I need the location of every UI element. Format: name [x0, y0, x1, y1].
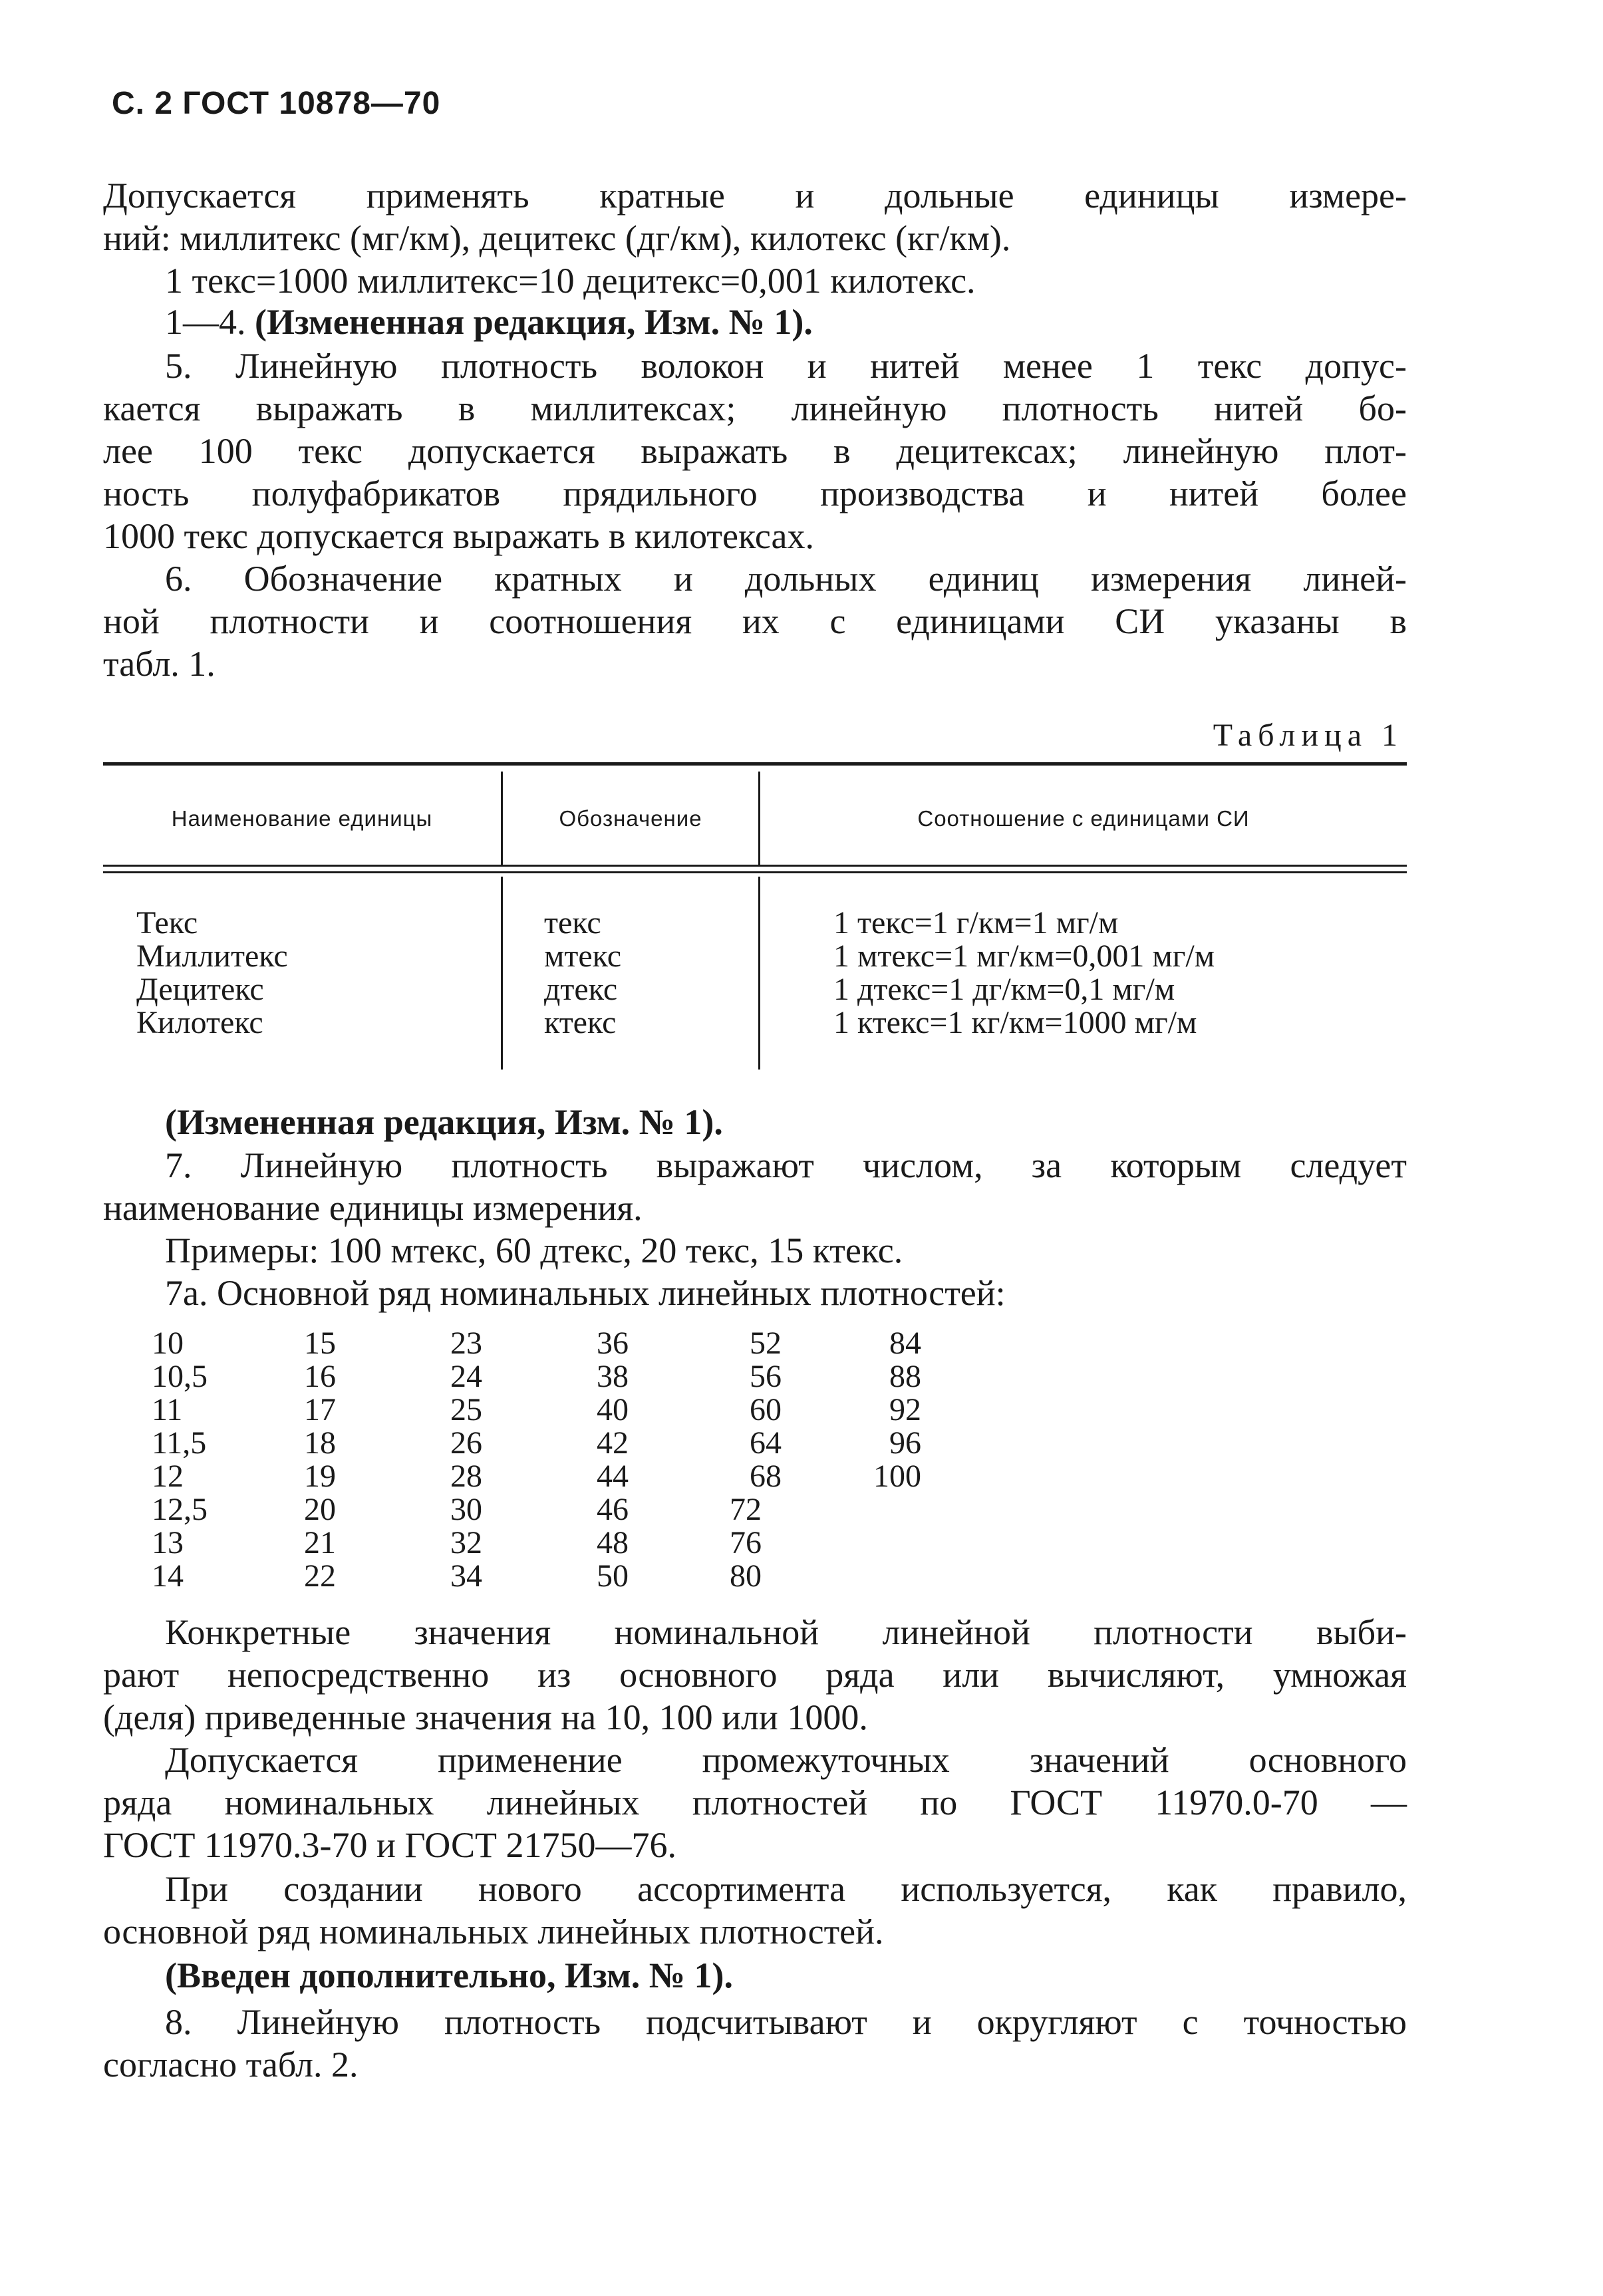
- table-cell-relation: 1 дтекс=1 дг/км=0,1 мг/м: [833, 972, 1175, 1007]
- table-caption: Таблица 1: [1213, 718, 1403, 753]
- series-value: 24: [450, 1359, 482, 1394]
- table-col-divider-2-body: [758, 877, 760, 1070]
- para8-line-2: согласно табл. 2.: [103, 2045, 359, 2084]
- series-value: 60: [750, 1392, 782, 1427]
- series-value: 13: [152, 1525, 184, 1560]
- page-header: С. 2 ГОСТ 10878—70: [112, 86, 441, 121]
- series-value: 12: [152, 1459, 184, 1494]
- series-value: 84: [889, 1326, 921, 1361]
- table-cell-relation: 1 ктекс=1 кг/км=1000 мг/м: [833, 1005, 1197, 1040]
- series-value: 92: [889, 1392, 921, 1427]
- para-concrete-line-3: (деля) приведенные значения на 10, 100 или 1000.: [103, 1697, 868, 1737]
- series-value: 36: [597, 1326, 629, 1361]
- series-value: 22: [304, 1558, 336, 1594]
- para7-line-1: 7. Линейную плотность выражают числом, за которым следует: [165, 1145, 1407, 1185]
- table-cell-symbol: мтекс: [544, 938, 622, 974]
- series-value: 52: [750, 1326, 782, 1361]
- para5-line-1: 5. Линейную плотность волокон и нитей менее 1 текс допус-: [165, 346, 1407, 386]
- para-concrete-line-2: рают непосредственно из основного ряда или вычисляют, умножая: [103, 1655, 1407, 1695]
- series-value: 76: [730, 1525, 762, 1560]
- series-value: 16: [304, 1359, 336, 1394]
- series-value: 44: [597, 1459, 629, 1494]
- series-value: 17: [304, 1392, 336, 1427]
- table-cell-name: Килотекс: [136, 1005, 263, 1040]
- change-note-7a: (Введен дополнительно, Изм. № 1).: [165, 1955, 733, 1995]
- change-note-prefix: 1—4.: [165, 302, 255, 342]
- para8-line-1: 8. Линейную плотность подсчитывают и округляют с точностью: [165, 2002, 1407, 2042]
- table-top-rule: [103, 762, 1407, 766]
- para5-line-2: кается выражать в миллитексах; линейную плотность нитей бо-: [103, 388, 1407, 428]
- series-value: 10: [152, 1326, 184, 1361]
- para-assortment-line-2: основной ряд номинальных линейных плотностей.: [103, 1912, 884, 1951]
- series-value: 28: [450, 1459, 482, 1494]
- para-assortment-line-1: При создании нового ассортимента используется, как правило,: [165, 1869, 1407, 1909]
- series-value: 80: [730, 1558, 762, 1594]
- table-cell-name: Децитекс: [136, 972, 264, 1007]
- series-value: 100: [873, 1459, 921, 1494]
- para-intermediate-line-3: ГОСТ 11970.3-70 и ГОСТ 21750—76.: [103, 1825, 676, 1865]
- series-value: 23: [450, 1326, 482, 1361]
- series-value: 96: [889, 1425, 921, 1461]
- table-header-rule-1: [103, 865, 1407, 867]
- series-value: 21: [304, 1525, 336, 1560]
- para-units-line-2: ний: миллитекс (мг/км), децитекс (дг/км), килотекс (кг/км).: [103, 218, 1011, 258]
- para6-line-1: 6. Обозначение кратных и дольных единиц измерения линей-: [165, 559, 1407, 599]
- para6-line-3: табл. 1.: [103, 644, 216, 684]
- para5-line-5: 1000 текс допускается выражать в килотексах.: [103, 516, 814, 556]
- series-value: 25: [450, 1392, 482, 1427]
- table-cell-name: Текс: [136, 905, 198, 940]
- para5-line-4: ность полуфабрикатов прядильного производства и нитей более: [103, 474, 1407, 513]
- para7a-title: 7а. Основной ряд номинальных линейных плотностей:: [165, 1273, 1006, 1313]
- series-value: 48: [597, 1525, 629, 1560]
- series-value: 50: [597, 1558, 629, 1594]
- change-note-table: (Измененная редакция, Изм. № 1).: [165, 1102, 723, 1142]
- table-header-rule-2: [103, 871, 1407, 873]
- table-cell-name: Миллитекс: [136, 938, 288, 974]
- para6-line-2: ной плотности и соотношения их с единицами СИ указаны в: [103, 601, 1407, 641]
- series-value: 56: [750, 1359, 782, 1394]
- para7-line-2: наименование единицы измерения.: [103, 1188, 643, 1228]
- series-value: 10,5: [152, 1359, 208, 1394]
- series-value: 68: [750, 1459, 782, 1494]
- change-note-1-4: [165, 301, 813, 343]
- table-header-name: Наименование единицы: [171, 806, 433, 831]
- para-intermediate-line-1: Допускается применение промежуточных значений основного: [165, 1740, 1407, 1780]
- change-note-bold: (Измененная редакция, Изм. № 1).: [255, 302, 813, 342]
- series-value: 40: [597, 1392, 629, 1427]
- para-intermediate-line-2: ряда номинальных линейных плотностей по ГОСТ 11970.0-70 —: [103, 1783, 1407, 1822]
- series-value: 88: [889, 1359, 921, 1394]
- table-header-relation: Соотношение с единицами СИ: [917, 806, 1250, 831]
- series-value: 34: [450, 1558, 482, 1594]
- series-value: 72: [730, 1492, 762, 1527]
- para5-line-3: лее 100 текс допускается выражать в децитексах; линейную плот-: [103, 431, 1407, 471]
- examples-line: Примеры: 100 мтекс, 60 дтекс, 20 текс, 15 ктекс.: [165, 1230, 903, 1270]
- series-value: 19: [304, 1459, 336, 1494]
- series-value: 11,5: [152, 1425, 207, 1461]
- table-cell-symbol: текс: [544, 905, 601, 940]
- table-cell-relation: 1 текс=1 г/км=1 мг/м: [833, 905, 1119, 940]
- series-value: 46: [597, 1492, 629, 1527]
- table-cell-symbol: дтекс: [544, 972, 618, 1007]
- series-value: 15: [304, 1326, 336, 1361]
- table-cell-symbol: ктекс: [544, 1005, 617, 1040]
- equation-line: 1 текс=1000 миллитекс=10 децитекс=0,001 килотекс.: [165, 261, 976, 301]
- para-concrete-line-1: Конкретные значения номинальной линейной плотности выби-: [165, 1612, 1407, 1652]
- table-col-divider-1-body: [501, 877, 503, 1070]
- table-cell-relation: 1 мтекс=1 мг/км=0,001 мг/м: [833, 938, 1215, 974]
- series-value: 42: [597, 1425, 629, 1461]
- table-header-symbol: Обозначение: [559, 806, 702, 831]
- series-value: 64: [750, 1425, 782, 1461]
- series-value: 32: [450, 1525, 482, 1560]
- series-value: 11: [152, 1392, 183, 1427]
- para-units-line-1: Допускается применять кратные и дольные единицы измере-: [103, 176, 1407, 215]
- series-value: 38: [597, 1359, 629, 1394]
- series-value: 18: [304, 1425, 336, 1461]
- series-value: 26: [450, 1425, 482, 1461]
- series-value: 14: [152, 1558, 184, 1594]
- series-value: 30: [450, 1492, 482, 1527]
- series-value: 12,5: [152, 1492, 208, 1527]
- series-value: 20: [304, 1492, 336, 1527]
